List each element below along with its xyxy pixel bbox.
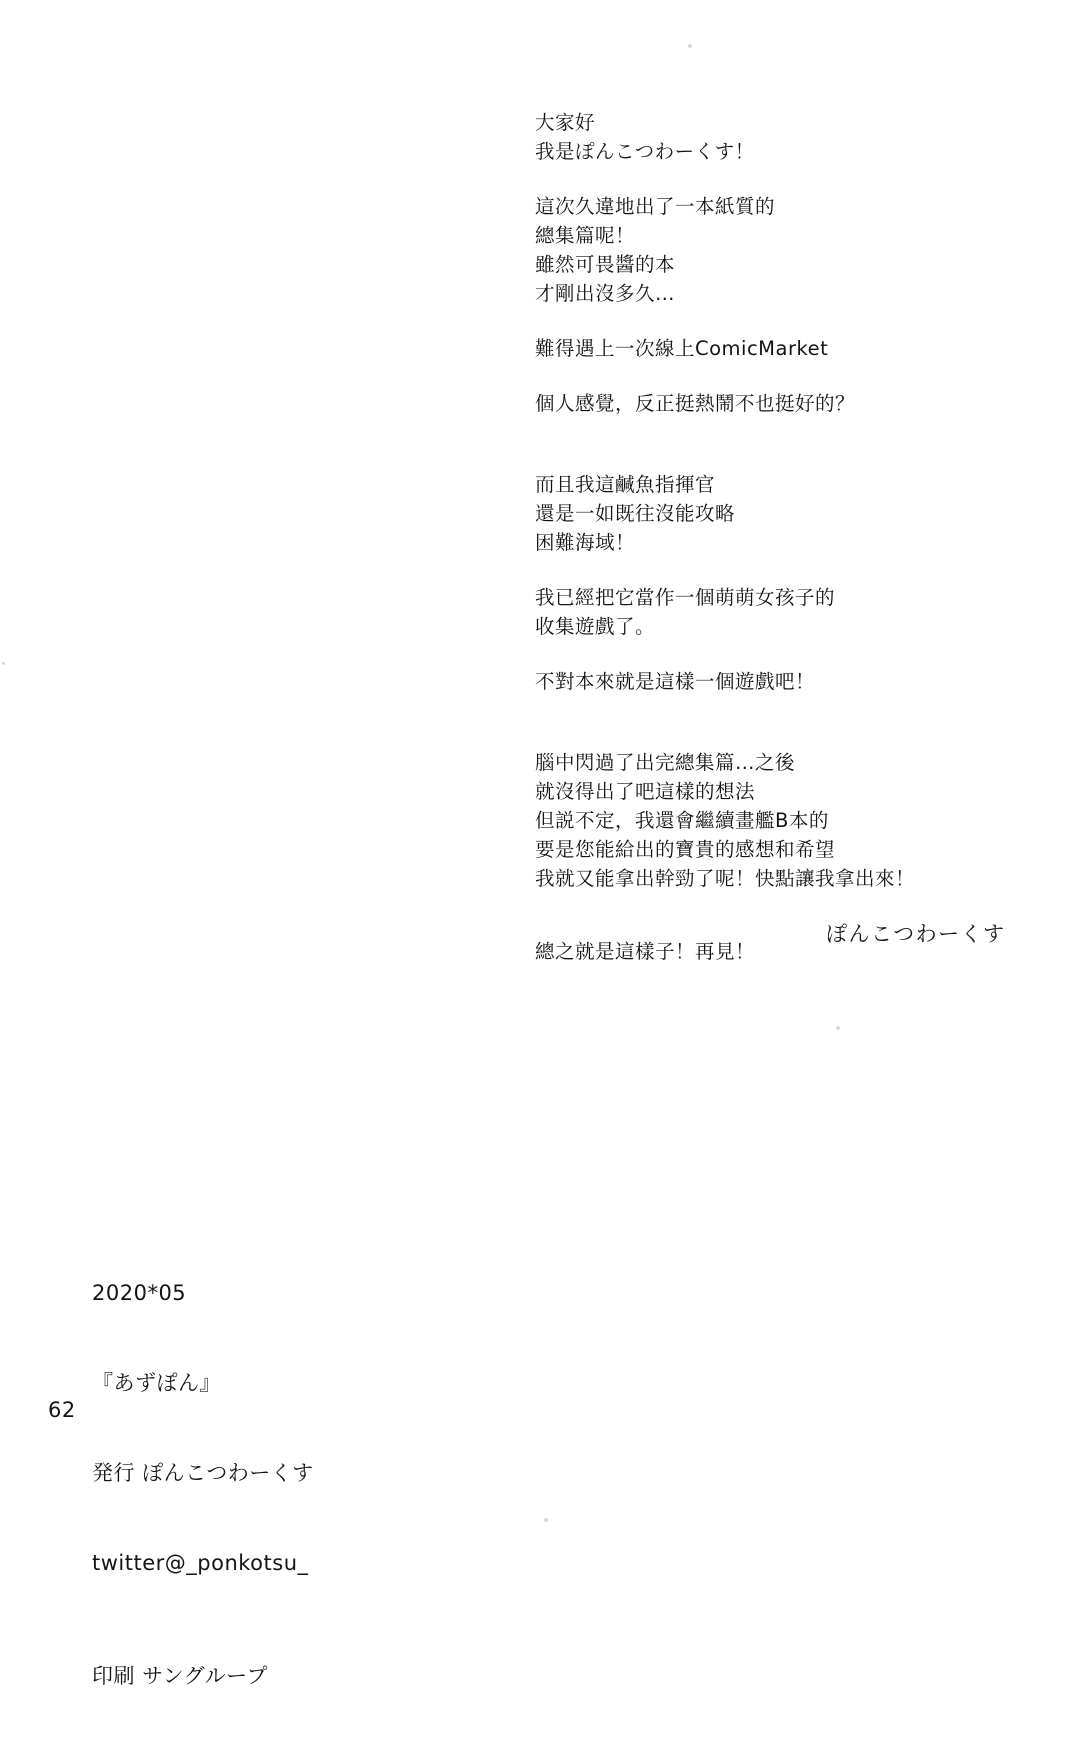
colophon [92,1218,314,1751]
afterword-line: 但説不定，我還會繼續畫艦B本的 [535,809,829,832]
afterword-paragraph [535,748,1005,893]
afterword-line: 還是一如既往沒能攻略 [535,502,736,525]
afterword-line: 不對本來就是這樣一個遊戲吧！ [535,670,816,693]
page-number: 62 [48,1398,76,1422]
afterword-text-block [535,108,1005,966]
afterword-line: 而且我這鹹魚指揮官 [535,473,716,496]
colophon-title: 『あずぽん』 [92,1371,221,1395]
afterword-line: 我就又能拿出幹勁了呢！快點讓我拿出來！ [535,867,916,890]
scan-speck [544,1518,548,1522]
afterword-line: 我已經把它當作一個萌萌女孩子的 [535,586,836,609]
afterword-paragraph [535,470,1005,557]
afterword-line: 難得遇上一次線上ComicMarket [535,337,829,360]
colophon-date: 2020*05 [92,1281,187,1305]
afterword-paragraph [535,667,1005,696]
afterword-line: 腦中閃過了出完總集篇…之後 [535,751,796,774]
colophon-publisher: 発行 ぽんこつわーくす [92,1461,314,1485]
afterword-line: 收集遊戲了。 [535,615,656,638]
afterword-line: 就沒得出了吧這樣的想法 [535,780,756,803]
afterword-paragraph [535,389,1005,418]
afterword-line: 才剛出沒多久… [535,282,676,305]
scan-speck [688,44,692,48]
scan-speck [2,662,5,665]
scan-speck [836,1026,840,1030]
afterword-line: 困難海域！ [535,531,636,554]
afterword-paragraph [535,192,1005,308]
afterword-line: 雖然可畏醬的本 [535,253,676,276]
afterword-line: 我是ぽんこつわーくす！ [535,140,755,163]
afterword-line: 這次久違地出了一本紙質的 [535,195,776,218]
author-signature: ぽんこつわーくす [826,922,1006,946]
afterword-line: 總之就是這樣子！再見！ [535,940,756,963]
afterword-paragraph [535,108,1005,166]
colophon-printer: 印刷 サングループ [92,1664,269,1688]
colophon-twitter: twitter@_ponkotsu_ [92,1551,309,1575]
afterword-line: 大家好 [535,111,596,134]
afterword-paragraph [535,334,1005,363]
afterword-line: 個人感覺，反正挺熱鬧不也挺好的？ [535,392,856,415]
afterword-line: 總集篇呢！ [535,224,636,247]
afterword-paragraph [535,583,1005,641]
afterword-line: 要是您能給出的寶貴的感想和希望 [535,838,836,861]
